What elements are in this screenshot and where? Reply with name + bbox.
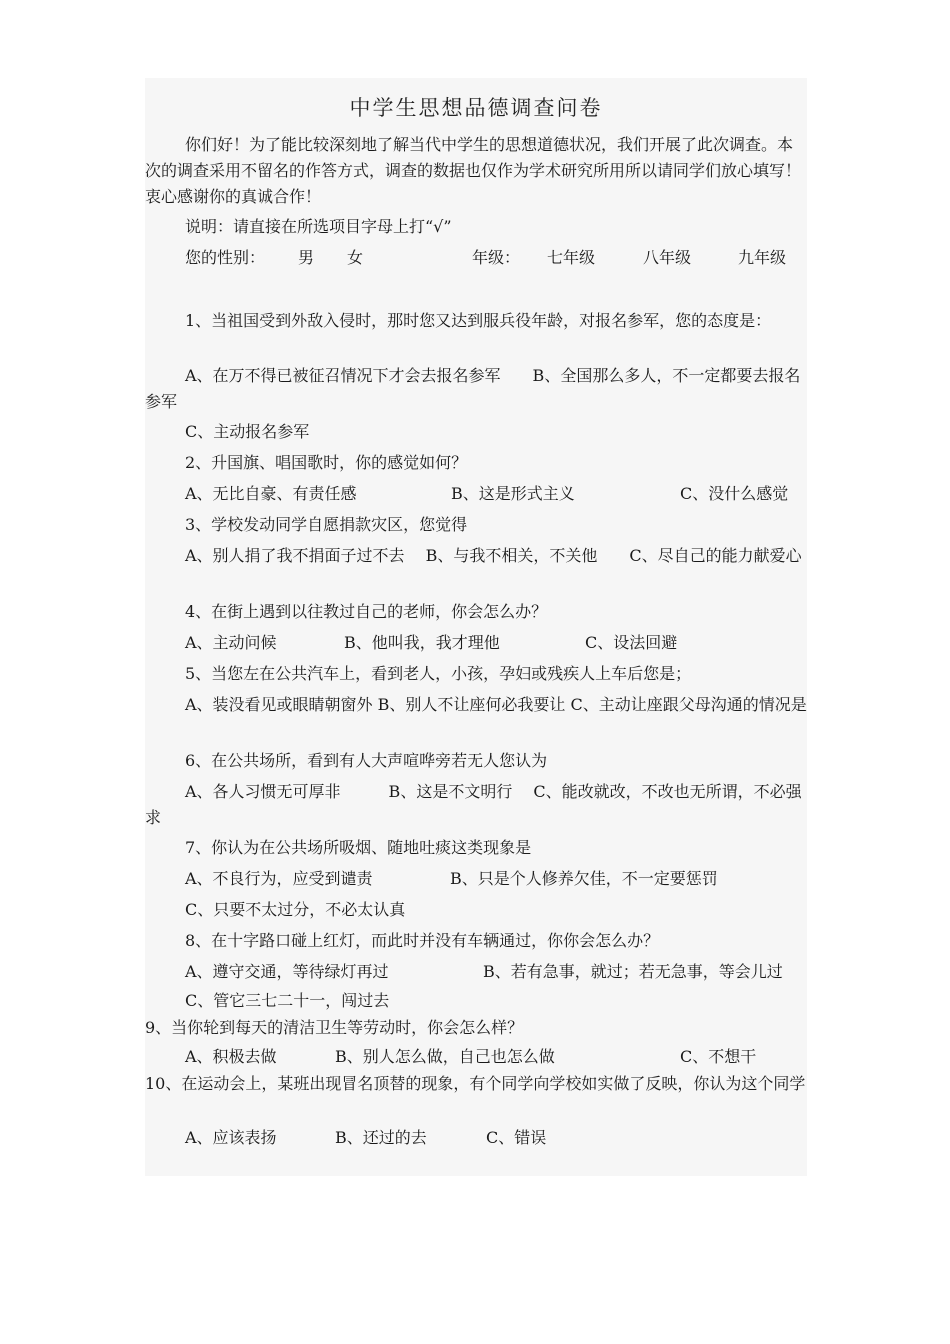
question-6-options[interactable]: A、各人习惯无可厚非 B、这是不文明行 C、能改就改，不改也无所谓，不必强求 bbox=[145, 782, 802, 827]
question-6: 6、在公共场所，看到有人大声喧哗旁若无人您认为 bbox=[185, 751, 548, 770]
question-9: 9、当你轮到每天的清洁卫生等劳动时，你会怎么样？ bbox=[145, 1018, 524, 1037]
question-2-option-c[interactable]: C、没什么感觉 bbox=[680, 484, 789, 503]
gender-option-female[interactable]: 女 bbox=[347, 248, 364, 267]
question-4-option-b[interactable]: B、他叫我，我才理他 bbox=[344, 633, 500, 652]
question-10-option-b[interactable]: B、还过的去 bbox=[335, 1128, 427, 1147]
question-1-option-c[interactable]: C、主动报名参军 bbox=[185, 422, 310, 441]
grade-option-9[interactable]: 九年级 bbox=[738, 248, 787, 267]
gender-label: 您的性别： bbox=[185, 248, 266, 267]
document-title: 中学生思想品德调查问卷 bbox=[349, 96, 603, 120]
intro-paragraph: 你们好！为了能比较深刻地了解当代中学生的思想道德状况，我们开展了此次调查。本次的调查采用不留名的作答方式，调查的数据也仅作为学术研究所用所以请同学们放心填写！衷心感谢你的真诚合作！ bbox=[145, 135, 802, 206]
question-3-options[interactable]: A、别人捐了我不捐面子过不去 B、与我不相关，不关他 C、尽自己的能力献爱心 bbox=[185, 546, 802, 565]
document-page bbox=[145, 78, 807, 1176]
question-7-option-a[interactable]: A、不良行为，应受到谴责 bbox=[185, 869, 373, 888]
question-1-options-ab[interactable]: A、在万不得已被征召情况下才会去报名参军 B、全国那么多人，不一定都要去报名参军 bbox=[145, 366, 801, 411]
question-4-option-a[interactable]: A、主动问候 bbox=[185, 633, 277, 652]
question-1: 1、当祖国受到外敌入侵时，那时您又达到服兵役年龄，对报名参军，您的态度是： bbox=[185, 311, 772, 330]
question-2: 2、升国旗、唱国歌时，你的感觉如何？ bbox=[185, 453, 468, 472]
question-7-option-c[interactable]: C、只要不太过分，不必太认真 bbox=[185, 900, 406, 919]
grade-option-8[interactable]: 八年级 bbox=[643, 248, 692, 267]
instruction-text: 说明：请直接在所选项目字母上打“√” bbox=[185, 217, 452, 236]
question-4: 4、在街上遇到以往教过自己的老师，你会怎么办？ bbox=[185, 602, 548, 621]
question-4-option-c[interactable]: C、设法回避 bbox=[585, 633, 678, 652]
question-2-option-a[interactable]: A、无比自豪、有责任感 bbox=[185, 484, 357, 503]
question-8: 8、在十字路口碰上红灯，而此时并没有车辆通过，你你会怎么办？ bbox=[185, 931, 660, 950]
question-10-option-c[interactable]: C、错误 bbox=[486, 1128, 547, 1147]
question-9-option-a[interactable]: A、积极去做 bbox=[185, 1047, 277, 1066]
question-7: 7、你认为在公共场所吸烟、随地吐痰这类现象是 bbox=[185, 838, 532, 857]
question-8-option-c[interactable]: C、管它三七二十一，闯过去 bbox=[185, 991, 390, 1010]
gender-option-male[interactable]: 男 bbox=[298, 248, 315, 267]
question-9-option-b[interactable]: B、别人怎么做，自己也怎么做 bbox=[335, 1047, 555, 1066]
question-10: 10、在运动会上，某班出现冒名顶替的现象，有个同学向学校如实做了反映，你认为这个同学 bbox=[145, 1074, 806, 1093]
question-8-option-a[interactable]: A、遵守交通，等待绿灯再过 bbox=[185, 962, 389, 981]
grade-label: 年级： bbox=[472, 248, 521, 267]
question-5-options[interactable]: A、装没看见或眼睛朝窗外 B、别人不让座何必我要让 C、主动让座跟父母沟通的情况是 bbox=[185, 695, 807, 714]
question-8-option-b[interactable]: B、若有急事，就过；若无急事，等会儿过 bbox=[483, 962, 783, 981]
question-9-option-c[interactable]: C、不想干 bbox=[680, 1047, 757, 1066]
question-7-option-b[interactable]: B、只是个人修养欠佳，不一定要惩罚 bbox=[450, 869, 718, 888]
grade-option-7[interactable]: 七年级 bbox=[547, 248, 596, 267]
question-2-option-b[interactable]: B、这是形式主义 bbox=[451, 484, 575, 503]
question-10-option-a[interactable]: A、应该表扬 bbox=[185, 1128, 277, 1147]
question-3: 3、学校发动同学自愿捐款灾区，您觉得 bbox=[185, 515, 468, 534]
question-5: 5、当您左在公共汽车上，看到老人，小孩，孕妇或残疾人上车后您是； bbox=[185, 664, 692, 683]
